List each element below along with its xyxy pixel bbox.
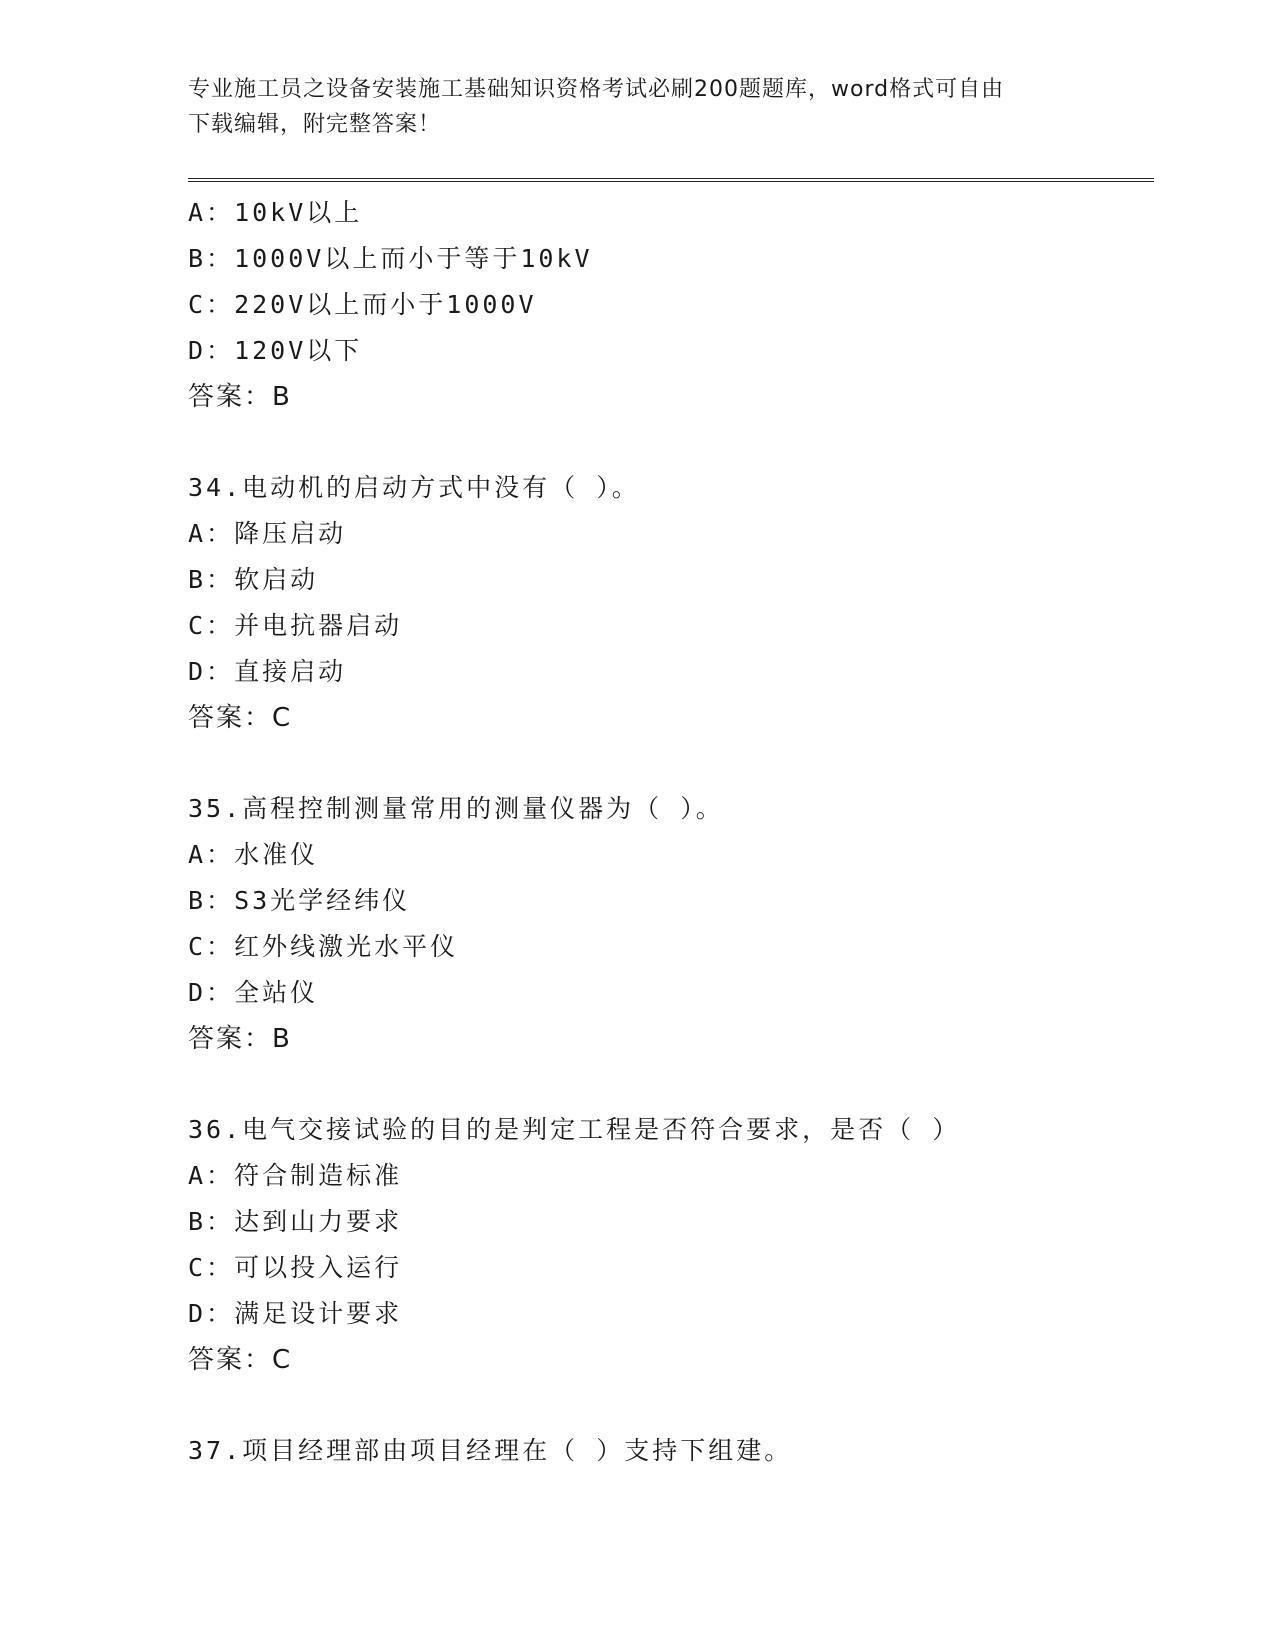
- question-stem: 37.项目经理部由项目经理在（ ）支持下组建。: [188, 1436, 793, 1465]
- question-stem: 34.电动机的启动方式中没有（ ）。: [188, 473, 640, 502]
- question-33: [188, 190, 1154, 420]
- option-a: A：降压启动: [188, 519, 347, 548]
- option-c: C：220V以上而小于1000V: [188, 290, 537, 319]
- header-divider: [188, 178, 1154, 182]
- option-d: D：直接启动: [188, 657, 347, 686]
- question-34: [188, 465, 1154, 741]
- option-b: B：软启动: [188, 565, 319, 594]
- option-d: D：全站仪: [188, 978, 319, 1007]
- header-line-2: 下载编辑，附完整答案！: [188, 112, 442, 137]
- option-a: A：10kV以上: [188, 198, 363, 227]
- question-stem: 36.电气交接试验的目的是判定工程是否符合要求，是否（ ）: [188, 1115, 961, 1144]
- question-37: [188, 1428, 1154, 1474]
- header-line-1: 专业施工员之设备安装施工基础知识资格考试必刷200题题库，word格式可自由: [188, 77, 1005, 102]
- option-a: A：符合制造标准: [188, 1161, 403, 1190]
- spacer: [188, 1383, 1154, 1428]
- document-header: [188, 72, 1068, 142]
- question-stem: 35.高程控制测量常用的测量仪器为（ ）。: [188, 794, 724, 823]
- spacer: [188, 741, 1154, 786]
- option-b: B：S3光学经纬仪: [188, 886, 411, 915]
- answer-line: 答案：B: [188, 1024, 292, 1054]
- option-d: D：120V以下: [188, 336, 363, 365]
- answer-line: 答案：B: [188, 382, 292, 412]
- question-list: [188, 190, 1154, 1474]
- answer-line: 答案：C: [188, 1345, 293, 1375]
- option-a: A：水准仪: [188, 840, 319, 869]
- spacer: [188, 420, 1154, 465]
- question-36: [188, 1107, 1154, 1383]
- option-b: B：达到山力要求: [188, 1207, 403, 1236]
- option-c: C：并电抗器启动: [188, 611, 403, 640]
- option-b: B：1000V以上而小于等于10kV: [188, 244, 593, 273]
- question-35: [188, 786, 1154, 1062]
- answer-line: 答案：C: [188, 703, 293, 733]
- option-c: C：可以投入运行: [188, 1253, 403, 1282]
- spacer: [188, 1062, 1154, 1107]
- option-d: D：满足设计要求: [188, 1299, 403, 1328]
- option-c: C：红外线激光水平仪: [188, 932, 459, 961]
